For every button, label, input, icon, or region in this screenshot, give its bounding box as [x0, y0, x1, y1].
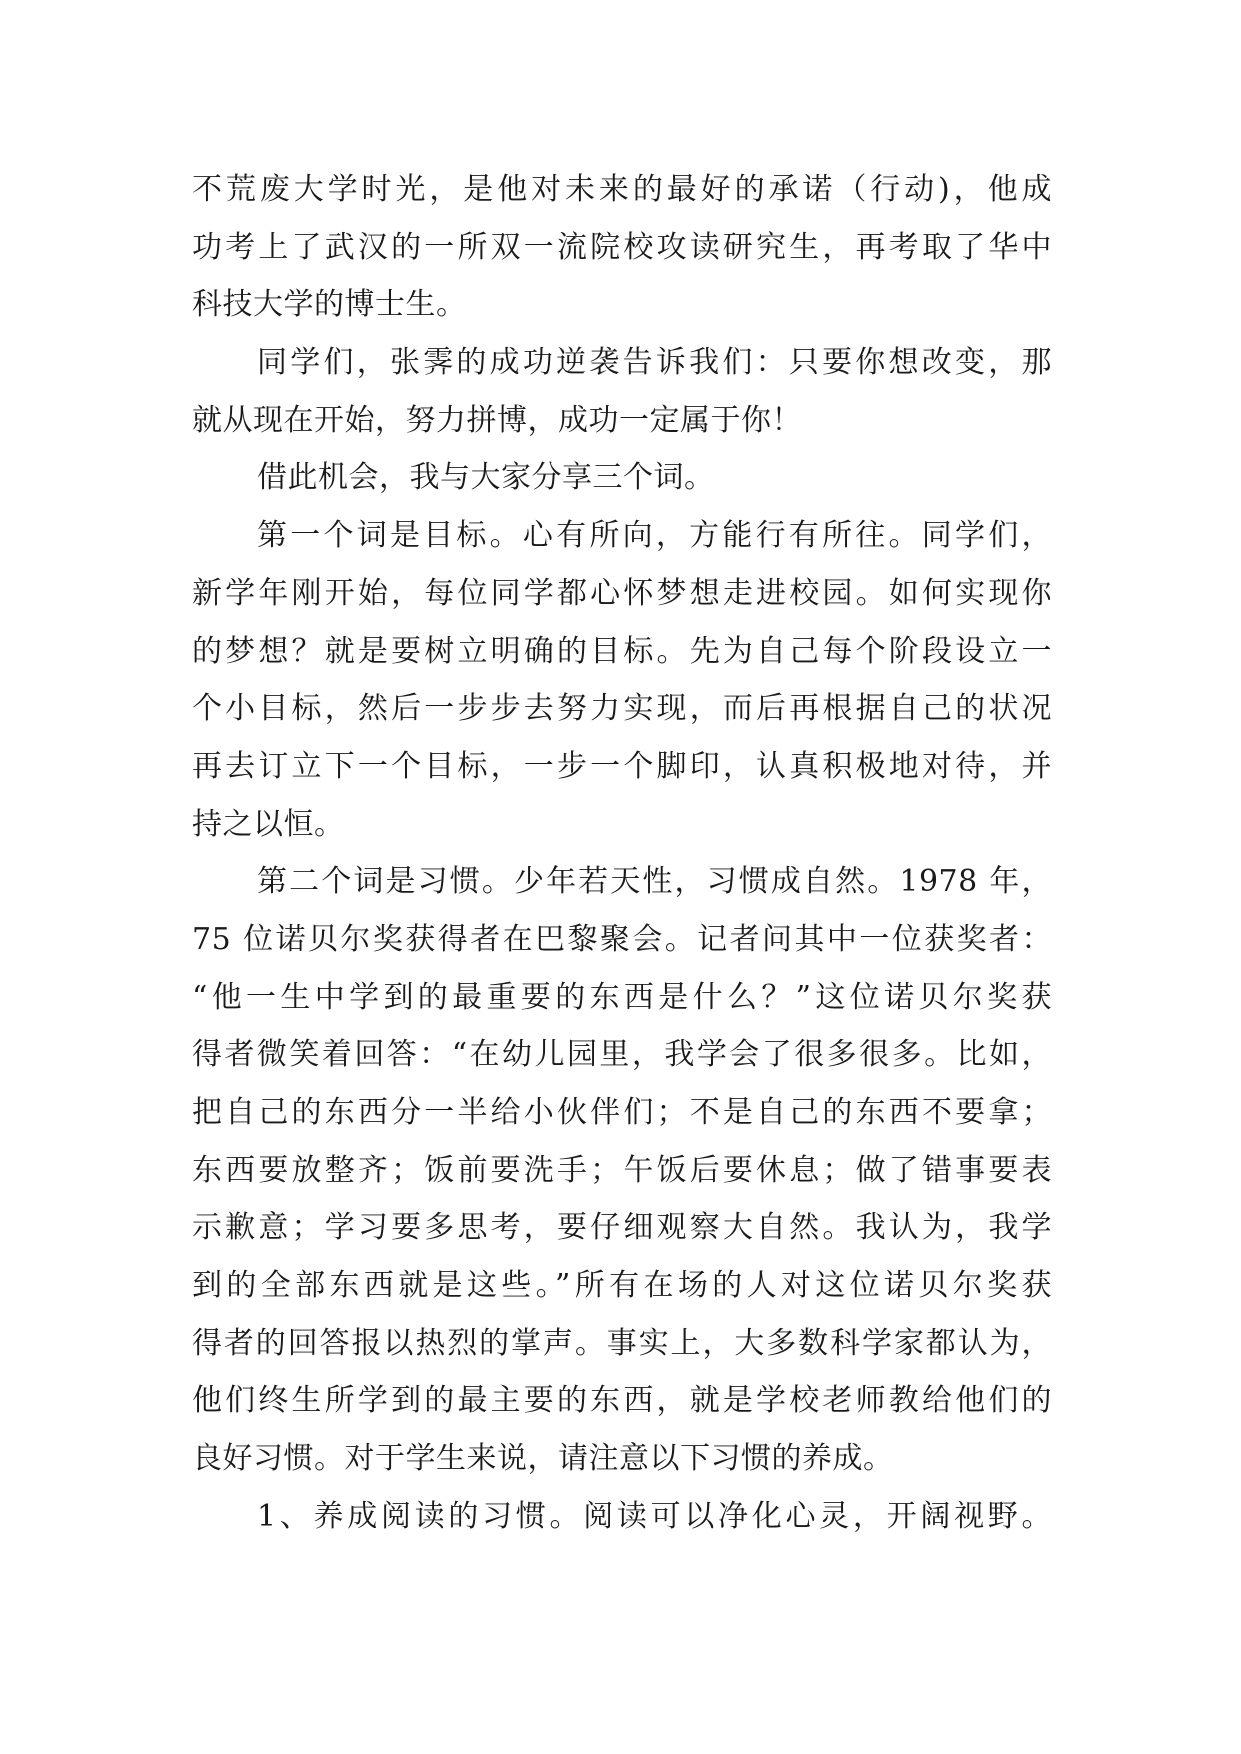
text-line: 功考上了武汉的一所双一流院校攻读研究生，再考取了华中 — [192, 229, 1052, 265]
text-line: 良好习惯。对于学生来说，请注意以下习惯的养成。 — [192, 1441, 894, 1477]
text-line: 个小目标，然后一步步去努力实现，而后再根据自己的状况 — [192, 691, 1052, 727]
text-line: “他一生中学到的最重要的东西是什么？”这位诺贝尔奖获 — [192, 979, 1052, 1015]
text-line: 他们终生所学到的最主要的东西，就是学校老师教给他们的 — [192, 1383, 1052, 1419]
text-line: 就从现在开始，努力拼博，成功一定属于你！ — [192, 402, 802, 438]
text-line: 第二个词是习惯。少年若天性，习惯成自然。1978 年， — [257, 864, 1052, 900]
text-line: 科技大学的博士生。 — [192, 287, 467, 323]
text-line: 第一个词是目标。心有所向，方能行有所往。同学们， — [257, 518, 1052, 554]
text-line: 75 位诺贝尔奖获得者在巴黎聚会。记者问其中一位获奖者： — [192, 921, 1052, 957]
text-line: 1、养成阅读的习惯。阅读可以净化心灵，开阔视野。 — [257, 1498, 1052, 1534]
text-line: 东西要放整齐；饭前要洗手；午饭后要休息；做了错事要表 — [192, 1152, 1052, 1188]
text-line: 持之以恒。 — [192, 806, 345, 842]
text-line: 同学们，张霁的成功逆袭告诉我们：只要你想改变，那 — [257, 345, 1052, 381]
text-line: 借此机会，我与大家分享三个词。 — [257, 460, 715, 496]
text-line: 把自己的东西分一半给小伙伴们；不是自己的东西不要拿； — [192, 1095, 1052, 1130]
text-line: 得者的回答报以热烈的掌声。事实上，大多数科学家都认为， — [192, 1325, 1052, 1361]
text-line: 的梦想？就是要树立明确的目标。先为自己每个阶段设立一 — [192, 633, 1052, 669]
text-line: 再去订立下一个目标，一步一个脚印，认真积极地对待，并 — [192, 748, 1052, 784]
document-body — [192, 161, 1052, 1546]
text-line: 到的全部东西就是这些。”所有在场的人对这位诺贝尔奖获 — [192, 1268, 1052, 1304]
text-line: 得者微笑着回答：“在幼儿园里，我学会了很多很多。比如， — [192, 1037, 1052, 1073]
text-line: 新学年刚开始，每位同学都心怀梦想走进校园。如何实现你 — [192, 575, 1052, 611]
text-line: 示歉意；学习要多思考，要仔细观察大自然。我认为，我学 — [192, 1210, 1052, 1246]
text-line: 不荒废大学时光，是他对未来的最好的承诺（行动)，他成 — [192, 172, 1052, 207]
